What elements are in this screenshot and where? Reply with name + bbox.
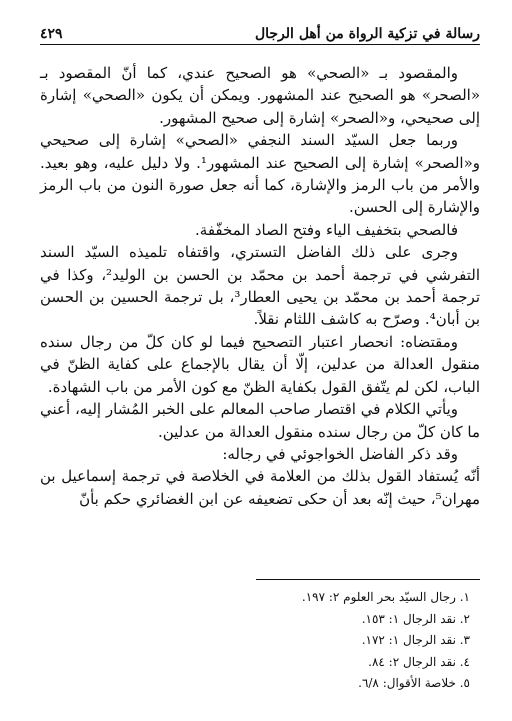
footnote: ٥. خلاصة الأقوال: ٦/٨.: [358, 676, 470, 690]
paragraph: والمقصود بـ «الصحي» هو الصحيح عندي، كما أنّ المقصود بـ «الصحر» هو الصحيح عند المشهور. ويمكن أن يكون «الصحي» إشارة إلى صحيحي، و«الصحر» إشارة إلى صحيح المشهور.: [40, 64, 480, 127]
page-number: ٤٢٩: [40, 26, 63, 42]
quoted-paragraph: أنّه يُستفاد القول بذلك من العلامة في الخلاصة في ترجمة إسماعيل بن مهران⁵، حيث إنّه بعد أن حكى تضعيفه عن ابن الغضائري حكم بأنّ: [40, 467, 481, 508]
paragraph: ويأتي الكلام في اقتصار صاحب المعالم على الخبر المُشار إليه، أعني ما كان كلّ من رجال سنده منقول العدالة من عدلين.: [40, 400, 480, 441]
paragraph: ومقتضاه: انحصار اعتبار التصحيح فيما لو كان كلّ من رجال سنده منقول العدالة من عدلين، إلّا أن يقال بالإجماع على كفاية الظنّ في الباب، لكن لم يتّفق القول بكفاية الظنّ مع كون الأمر من باب الشهادة.: [40, 332, 480, 396]
paragraph: وقد ذكر الفاضل الخواجوئي في رجاله:: [222, 444, 458, 463]
header-rule: [40, 44, 480, 45]
running-title: رسالة في تزكية الرواة من أهل الرجال: [254, 26, 480, 42]
footnote-separator: [256, 579, 480, 580]
footnote: ١. رجال السيّد بحر العلوم ٢: ١٩٧.: [301, 590, 470, 604]
footnote: ٢. نقد الرجال ١: ١٥٣.: [361, 611, 470, 626]
main-text: [40, 62, 480, 510]
paragraph: وجرى على ذلك الفاضل التستري، واقتفاه تلميذه السيّد السند التفرشي في ترجمة أحمد بن محمّد بن الحسن بن الوليد²، وكذا في ترجمة أحمد بن محمّد بن يحيى العطار³، بل ترجمة الحسين بن الحسن بن أبان⁴. وصرّح به كاشف اللثام نقلاً.: [40, 243, 480, 329]
footnote: ٤. نقد الرجال ٢: ٨٤.: [368, 654, 470, 669]
running-header: [40, 18, 480, 42]
footnotes: [40, 587, 480, 695]
paragraph: وربما جعل السيّد السند النجفي «الصحي» إشارة إلى صحيحي و«الصحر» إشارة إلى الصحيح عند المشهور¹. ولا دليل عليه، وهو بعيد. والأمر من باب الرمز والإشارة، كما أنه جعل صورة النون من باب الرمز والإشارة إلى الحسن.: [40, 131, 480, 217]
paragraph: فالصحي بتخفيف الياء وفتح الصاد المخفّفة.: [195, 220, 458, 239]
footnote: ٣. نقد الرجال ١: ١٧٢.: [361, 633, 470, 647]
